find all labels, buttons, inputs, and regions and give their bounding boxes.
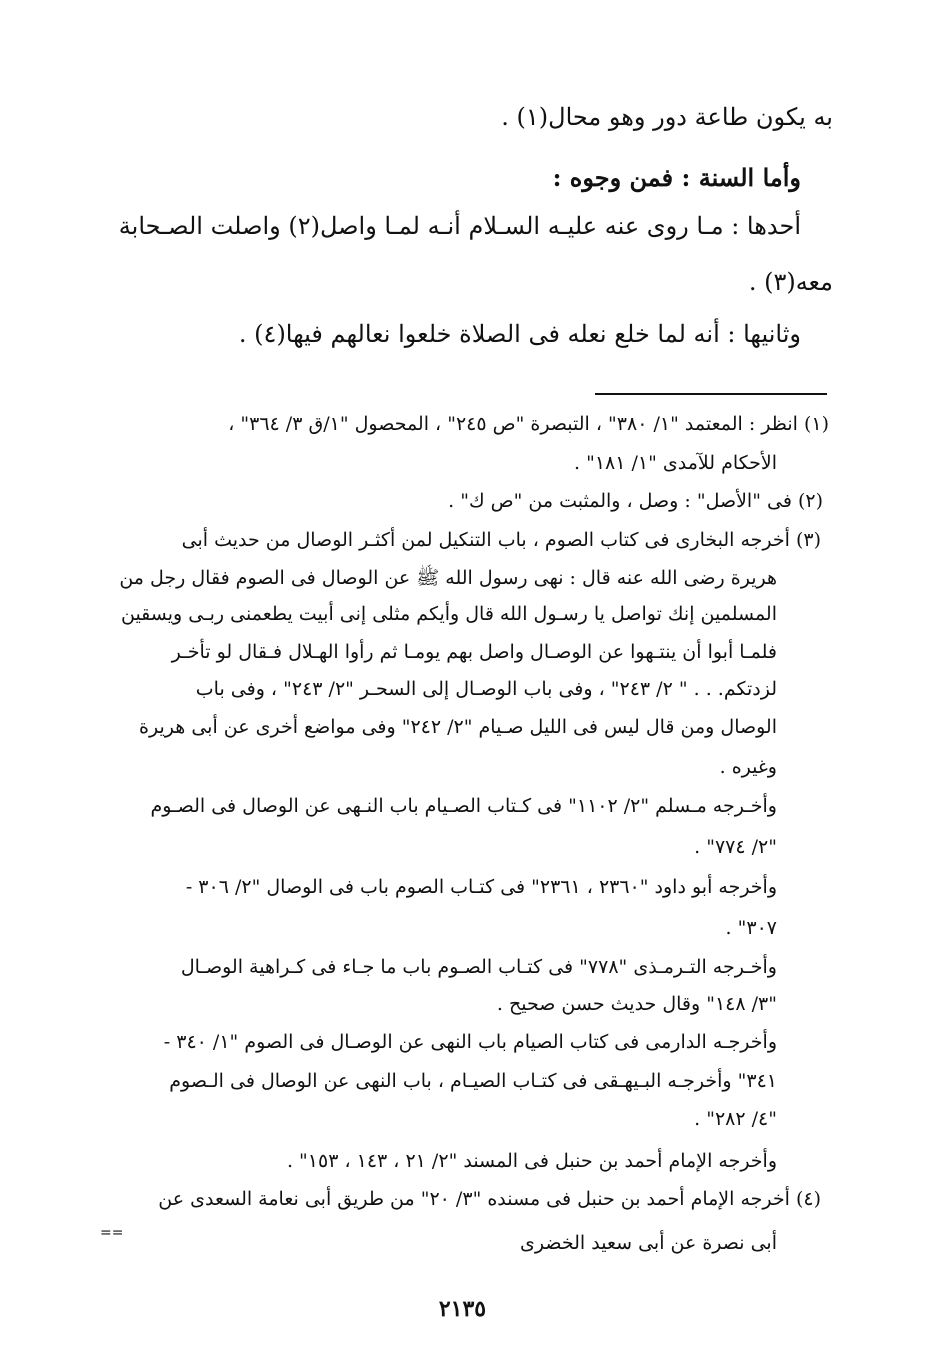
body-line-2: وأما السنة : فمن وجوه :	[552, 163, 801, 192]
footnote-3-line-17: وأخرجه الإمام أحمد بن حنبل فى المسند "٢/ ٢١ ، ١٤٣ ، ١٥٣" .	[286, 1150, 777, 1172]
continuation-mark: ==	[100, 1225, 124, 1241]
footnote-1-line-2: الأحكام للآمدى "١/ ١٨١" .	[574, 452, 777, 474]
footnote-3-line-6: الوصال ومن قال ليس فى الليل صـيام "٢/ ٢٤٢" وفى مواضع أخرى عن أبى هريرة	[139, 716, 777, 738]
footnote-3-line-7: وغيره .	[719, 756, 777, 778]
footnote-3-line-2: هريرة رضى الله عنه قال : نهى رسول الله ﷺ عن الوصال فى الصوم فقال رجل من	[119, 567, 777, 589]
body-line-4: معه(٣) .	[748, 268, 833, 296]
footnote-4-line-1: (٤) أخرجه الإمام أحمد بن حنبل فى مسنده "٣/ ٢٠" من طريق أبى نعامة السعدى عن	[158, 1188, 821, 1210]
page-number: ٢١٣٥	[438, 1296, 487, 1322]
footnote-2: (٢) فى "الأصل" : وصل ، والمثبت من "ص ك" .	[448, 490, 823, 512]
footnote-3-line-13: "٣/ ١٤٨" وقال حديث حسن صحيح .	[496, 993, 777, 1015]
footnote-4-line-2: أبى نصرة عن أبى سعيد الخضرى	[520, 1232, 777, 1254]
footnote-3-line-1: (٣) أخرجه البخارى فى كتاب الصوم ، باب التنكيل لمن أكثـر الوصال من حديث أبى	[181, 529, 821, 551]
footnote-1-line-1: (١) انظر : المعتمد "١/ ٣٨٠" ، التبصرة "ص ٢٤٥" ، المحصول "١/ق ٣/ ٣٦٤" ،	[228, 413, 829, 435]
body-line-1: به يكون طاعة دور وهو محال(١) .	[501, 103, 833, 131]
footnote-3-line-14: وأخرجـه الدارمى فى كتاب الصيام باب النهى عن الوصـال فى الصوم "١/ ٣٤٠ -	[163, 1031, 777, 1053]
footnote-3-line-5: لزدتكم. . . " ٢/ ٢٤٣" ، وفى باب الوصـال إلى السحـر "٢/ ٢٤٣" ، وفى باب	[195, 678, 777, 700]
footnote-3-line-10: وأخرجه أبو داود "٢٣٦٠ ، ٢٣٦١" فى كتـاب الصوم باب فى الوصال "٢/ ٣٠٦ -	[185, 876, 777, 898]
body-line-3: أحدها : مـا روى عنه عليـه السـلام أنـه لمـا واصل(٢) واصلت الصـحابة	[118, 212, 801, 240]
footnote-3-line-3: المسلمين إنك تواصل يا رسـول الله قال وأيكم مثلى إنى أبيت يطعمنى ربـى ويسقين	[120, 603, 777, 625]
footnote-3-line-12: وأخـرجه التـرمـذى "٧٧٨" فى كتـاب الصـوم باب ما جـاء فى كـراهية الوصـال	[180, 956, 777, 978]
footnote-3-line-16: "٤/ ٢٨٢" .	[694, 1108, 777, 1130]
body-line-5: وثانيها : أنه لما خلع نعله فى الصلاة خلعوا نعالهم فيها(٤) .	[238, 320, 801, 348]
footnote-3-line-15: ٣٤١" وأخرجـه البـيهـقى فى كتـاب الصيـام ، باب النهى عن الوصال فى الـصوم	[169, 1070, 777, 1092]
footnote-3-line-8: وأخـرجه مـسلم "٢/ ١١٠٢" فى كـتاب الصـيام باب النـهى عن الوصال فى الصـوم	[150, 795, 777, 817]
footnote-3-line-9: "٢/ ٧٧٤" .	[694, 836, 777, 858]
footnote-separator	[595, 393, 827, 395]
footnote-3-line-4: فلمـا أبوا أن ينتـهوا عن الوصـال واصل بهم يومـا ثم رأوا الهـلال فـقال لو تأخـر	[171, 641, 777, 663]
footnote-3-line-11: ٣٠٧" .	[725, 917, 777, 939]
